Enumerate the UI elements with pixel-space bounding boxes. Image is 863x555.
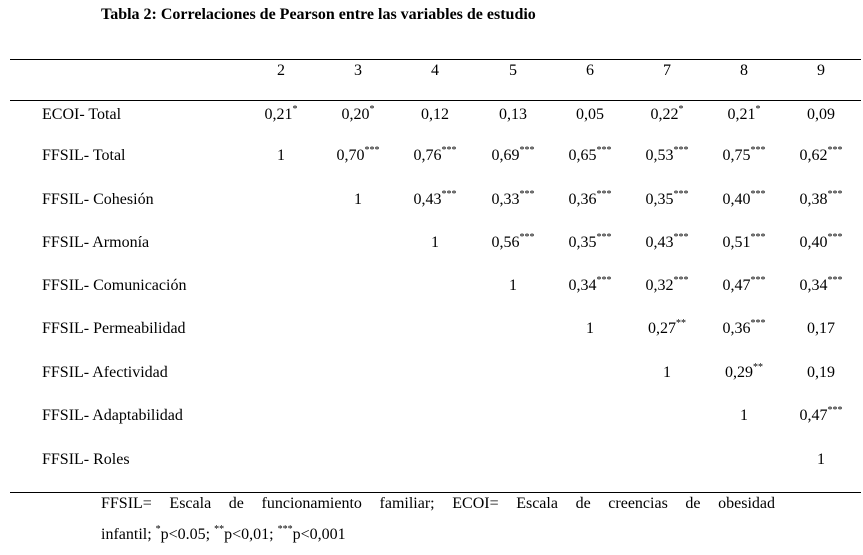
significance-mark: * — [292, 104, 298, 115]
significance-mark: *** — [596, 275, 612, 286]
correlation-value: 1 — [277, 147, 285, 164]
table-cell — [478, 277, 548, 295]
row-label: FFSIL- Afectividad — [42, 364, 168, 381]
significance-mark: ** — [676, 318, 686, 329]
column-header: 4 — [431, 62, 439, 79]
table-cell — [709, 191, 779, 209]
correlation-value: 0,34 — [799, 277, 828, 294]
table-cell — [323, 147, 393, 165]
correlation-value: 0,05 — [576, 106, 604, 123]
correlation-value: 1 — [354, 191, 362, 208]
correlation-value: 0,20 — [341, 106, 370, 123]
significance-mark: *** — [750, 145, 766, 156]
row-label: ECOI- Total — [42, 106, 122, 123]
correlation-value: 0,53 — [645, 147, 674, 164]
table-cell — [632, 234, 702, 252]
correlation-value: 0,62 — [799, 147, 828, 164]
significance-mark: *** — [519, 145, 535, 156]
correlation-value: 0,51 — [722, 234, 751, 251]
table-cell — [786, 407, 856, 425]
significance-mark: *** — [827, 145, 843, 156]
footnote-line-2 — [101, 526, 775, 544]
correlation-value: 0,12 — [421, 106, 449, 123]
correlation-value: 0,35 — [645, 191, 674, 208]
sig-text-2: p<0,01; — [224, 526, 278, 543]
table-cell — [478, 106, 548, 124]
significance-mark: *** — [519, 189, 535, 200]
correlation-value: 0,09 — [807, 106, 835, 123]
column-header: 9 — [817, 62, 825, 79]
significance-mark: *** — [750, 189, 766, 200]
significance-mark: *** — [673, 145, 689, 156]
correlation-value: 0,43 — [413, 191, 442, 208]
table-cell — [709, 277, 779, 295]
table-cell — [709, 234, 779, 252]
significance-mark: *** — [441, 145, 457, 156]
correlation-value: 0,19 — [807, 364, 835, 381]
correlation-value: 0,47 — [722, 277, 751, 294]
table-cell — [709, 364, 779, 382]
significance-mark: *** — [827, 405, 843, 416]
correlation-value: 1 — [509, 277, 517, 294]
correlation-value: 0,38 — [799, 191, 828, 208]
significance-mark: *** — [673, 232, 689, 243]
significance-mark: *** — [673, 275, 689, 286]
row-label: FFSIL- Roles — [42, 451, 130, 468]
table-cell — [478, 234, 548, 252]
table-cell — [555, 147, 625, 165]
top-rule — [10, 59, 861, 60]
correlation-value: 0,40 — [799, 234, 828, 251]
table-cell — [400, 234, 470, 252]
significance-mark: *** — [596, 189, 612, 200]
table-cell — [246, 147, 316, 165]
column-header: 8 — [740, 62, 748, 79]
table-cell — [786, 234, 856, 252]
table-cell — [555, 191, 625, 209]
row-label: FFSIL- Permeabilidad — [42, 320, 186, 337]
correlation-value: 0,34 — [568, 277, 597, 294]
table-cell — [400, 106, 470, 124]
table-cell — [555, 106, 625, 124]
correlation-value: 0,43 — [645, 234, 674, 251]
significance-mark: *** — [750, 318, 766, 329]
correlation-value: 0,32 — [645, 277, 674, 294]
table-cell — [632, 191, 702, 209]
table-cell — [709, 147, 779, 165]
table-cell — [786, 364, 856, 382]
correlation-value: 1 — [586, 320, 594, 337]
table-cell — [400, 191, 470, 209]
significance-mark: * — [369, 104, 375, 115]
significance-mark: *** — [827, 275, 843, 286]
sig-mark-2: ** — [214, 524, 225, 535]
table-title: Tabla 2: Correlaciones de Pearson entre las variables de estudio — [101, 6, 536, 23]
correlation-value: 0,70 — [336, 147, 365, 164]
significance-mark: *** — [519, 232, 535, 243]
significance-mark: *** — [596, 145, 612, 156]
correlation-value: 0,29 — [725, 364, 753, 381]
table-cell — [709, 106, 779, 124]
column-header: 5 — [509, 62, 517, 79]
row-label: FFSIL- Comunicación — [42, 277, 187, 294]
correlation-value: 0,13 — [499, 106, 527, 123]
significance-mark: *** — [827, 189, 843, 200]
row-label: FFSIL- Cohesión — [42, 191, 154, 208]
table-cell — [786, 106, 856, 124]
row-label: FFSIL- Armonía — [42, 234, 150, 251]
correlation-value: 1 — [663, 364, 671, 381]
table-cell — [632, 147, 702, 165]
correlation-value: 0,36 — [568, 191, 597, 208]
correlation-value: 0,56 — [491, 234, 520, 251]
column-header: 7 — [663, 62, 671, 79]
correlation-value: 0,69 — [491, 147, 520, 164]
correlation-value: 1 — [740, 407, 748, 424]
correlation-value: 0,65 — [568, 147, 597, 164]
table-cell — [555, 277, 625, 295]
significance-mark: *** — [673, 189, 689, 200]
significance-mark: ** — [753, 362, 763, 373]
table-cell — [246, 106, 316, 124]
significance-mark: * — [755, 104, 761, 115]
table-cell — [632, 277, 702, 295]
sig-mark-3: *** — [277, 524, 293, 535]
sig-text-1: p<0.05; — [160, 526, 215, 543]
significance-mark: *** — [750, 232, 766, 243]
correlation-value: 0,75 — [722, 147, 751, 164]
row-label: FFSIL- Total — [42, 147, 126, 164]
table-cell — [709, 407, 779, 425]
table-cell — [786, 320, 856, 338]
correlation-value: 0,21 — [264, 106, 293, 123]
column-header: 6 — [586, 62, 594, 79]
correlation-value: 0,21 — [727, 106, 756, 123]
table-cell — [632, 106, 702, 124]
table-cell — [786, 277, 856, 295]
correlation-value: 0,40 — [722, 191, 751, 208]
significance-mark: *** — [441, 189, 457, 200]
table-cell — [555, 234, 625, 252]
header-rule — [10, 100, 861, 101]
table-cell — [478, 191, 548, 209]
correlation-value: 0,22 — [650, 106, 679, 123]
correlation-value: 0,36 — [722, 320, 751, 337]
table-cell — [555, 320, 625, 338]
table-cell — [632, 320, 702, 338]
significance-mark: *** — [827, 232, 843, 243]
significance-mark: *** — [364, 145, 380, 156]
correlation-value: 0,17 — [807, 320, 835, 337]
sig-text-3: p<0,001 — [292, 526, 346, 543]
table-cell — [786, 147, 856, 165]
column-header: 3 — [354, 62, 362, 79]
table-cell — [632, 364, 702, 382]
sig-mark-1: * — [155, 524, 161, 535]
table-cell — [323, 106, 393, 124]
correlation-value: 0,76 — [413, 147, 442, 164]
table-cell — [786, 191, 856, 209]
significance-mark: *** — [750, 275, 766, 286]
correlation-value: 0,27 — [648, 320, 676, 337]
bottom-rule — [10, 492, 861, 493]
table-cell — [478, 147, 548, 165]
column-header: 2 — [277, 62, 285, 79]
significance-mark: *** — [596, 232, 612, 243]
table-cell — [709, 320, 779, 338]
footnote-line-1: FFSIL= Escala de funcionamiento familiar; ECOI= Escala de creencias de obesidad — [101, 495, 775, 512]
correlation-value: 0,47 — [799, 407, 828, 424]
row-label: FFSIL- Adaptabilidad — [42, 407, 183, 424]
significance-mark: * — [678, 104, 684, 115]
correlation-value: 0,35 — [568, 234, 597, 251]
table-cell — [786, 451, 856, 469]
correlation-value: 1 — [431, 234, 439, 251]
footnote-prefix: infantil; — [101, 526, 156, 543]
table-cell — [400, 147, 470, 165]
table-cell — [323, 191, 393, 209]
correlation-value: 0,33 — [491, 191, 520, 208]
correlation-value: 1 — [817, 451, 825, 468]
